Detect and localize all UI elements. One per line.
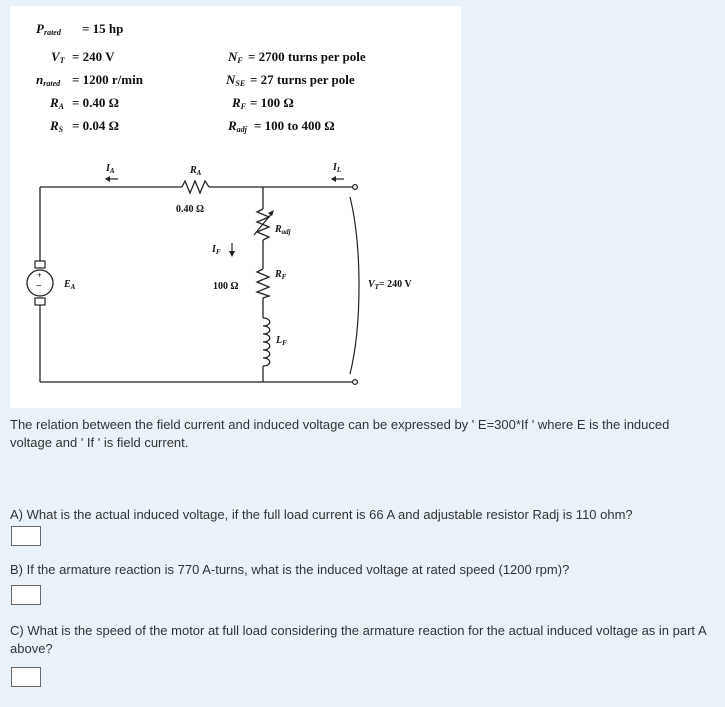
armature-source (27, 261, 53, 305)
vt-label: $V_T= 240$ V (368, 279, 412, 291)
ia-label: $I_A$ (106, 163, 115, 175)
svg-text:= 27 turns per pole: = 27 turns per pole (250, 72, 355, 87)
circuit-figure (10, 6, 461, 408)
svg-text:−: − (36, 281, 42, 292)
svg-text:= 1200 r/min: = 1200 r/min (72, 72, 143, 87)
il-label: $I_L$ (333, 162, 342, 174)
svg-text:nrated: nrated (36, 72, 61, 88)
svg-text:= 240 V: = 240 V (72, 49, 115, 64)
circuit-diagram (10, 6, 461, 408)
spec-rf (231, 95, 294, 111)
rf-label: $R_F$ (275, 269, 287, 281)
spec-radj (227, 118, 335, 134)
svg-text:Prated: Prated (36, 21, 61, 37)
ia-arrow (105, 176, 118, 182)
question-b: B) If the armature reaction is 770 A-turns, what is the induced voltage at rated speed (1200 rpm)? (10, 562, 570, 577)
svg-text:RS: RS (50, 118, 64, 134)
svg-text:NSE: NSE (226, 72, 246, 88)
svg-text:= 0.40 Ω: = 0.40 Ω (72, 95, 120, 110)
top-terminal (353, 185, 358, 190)
if-label: $I_F$ (212, 244, 221, 256)
rf-value: 100 Ω (213, 281, 239, 292)
answer-a-input[interactable] (11, 526, 41, 546)
ea-label: $E_A$ (64, 279, 76, 291)
il-arrow (331, 176, 344, 182)
spec-p-rated (36, 21, 123, 37)
svg-text:= 2700 turns per pole: = 2700 turns per pole (248, 49, 366, 64)
ra-label: $R_A$ (190, 165, 202, 177)
spec-nf (227, 49, 366, 65)
rf-resistor (257, 269, 269, 298)
spec-nse (225, 72, 355, 88)
svg-text:VT: VT (51, 49, 65, 65)
if-arrow (229, 243, 235, 257)
svg-text:= 15 hp: = 15 hp (82, 21, 124, 36)
question-a: A) What is the actual induced voltage, if the full load current is 66 A and adjustable resistor Radj is 110 ohm? (10, 507, 633, 522)
circuit-wires (40, 187, 355, 382)
svg-text:NF: NF (228, 49, 243, 65)
answer-b-input[interactable] (11, 585, 41, 605)
vt-bracket (350, 197, 359, 374)
spec-vt (51, 49, 115, 65)
svg-text:RF: RF (232, 95, 247, 111)
answer-c-input[interactable] (11, 667, 41, 687)
ra-value: 0.40 Ω (176, 204, 205, 215)
ra-resistor (182, 181, 209, 193)
lf-inductor (263, 318, 270, 366)
svg-text:Radj: Radj (228, 118, 247, 134)
spec-rs (49, 118, 119, 134)
svg-text:= 100 Ω: = 100 Ω (250, 95, 294, 110)
lf-label: $L_F$ (276, 335, 287, 347)
plus-sign: + (37, 271, 42, 280)
intro-text: The relation between the field current and induced voltage can be expressed by ' E=300*If ' where E is the induced voltage and ' If ' is field current. (10, 417, 670, 450)
radj-label: $R_{adj}$ (275, 224, 291, 236)
question-c: C) What is the speed of the motor at full load considering the armature reaction for the actual induced voltage as in part A above? (10, 623, 706, 656)
svg-text:RA: RA (50, 95, 65, 111)
svg-text:= 0.04 Ω: = 0.04 Ω (72, 118, 120, 133)
spec-ra (49, 95, 119, 111)
svg-text:= 100 to 400 Ω: = 100 to 400 Ω (254, 118, 335, 133)
bottom-terminal (353, 380, 358, 385)
spec-n-rated (36, 72, 144, 88)
